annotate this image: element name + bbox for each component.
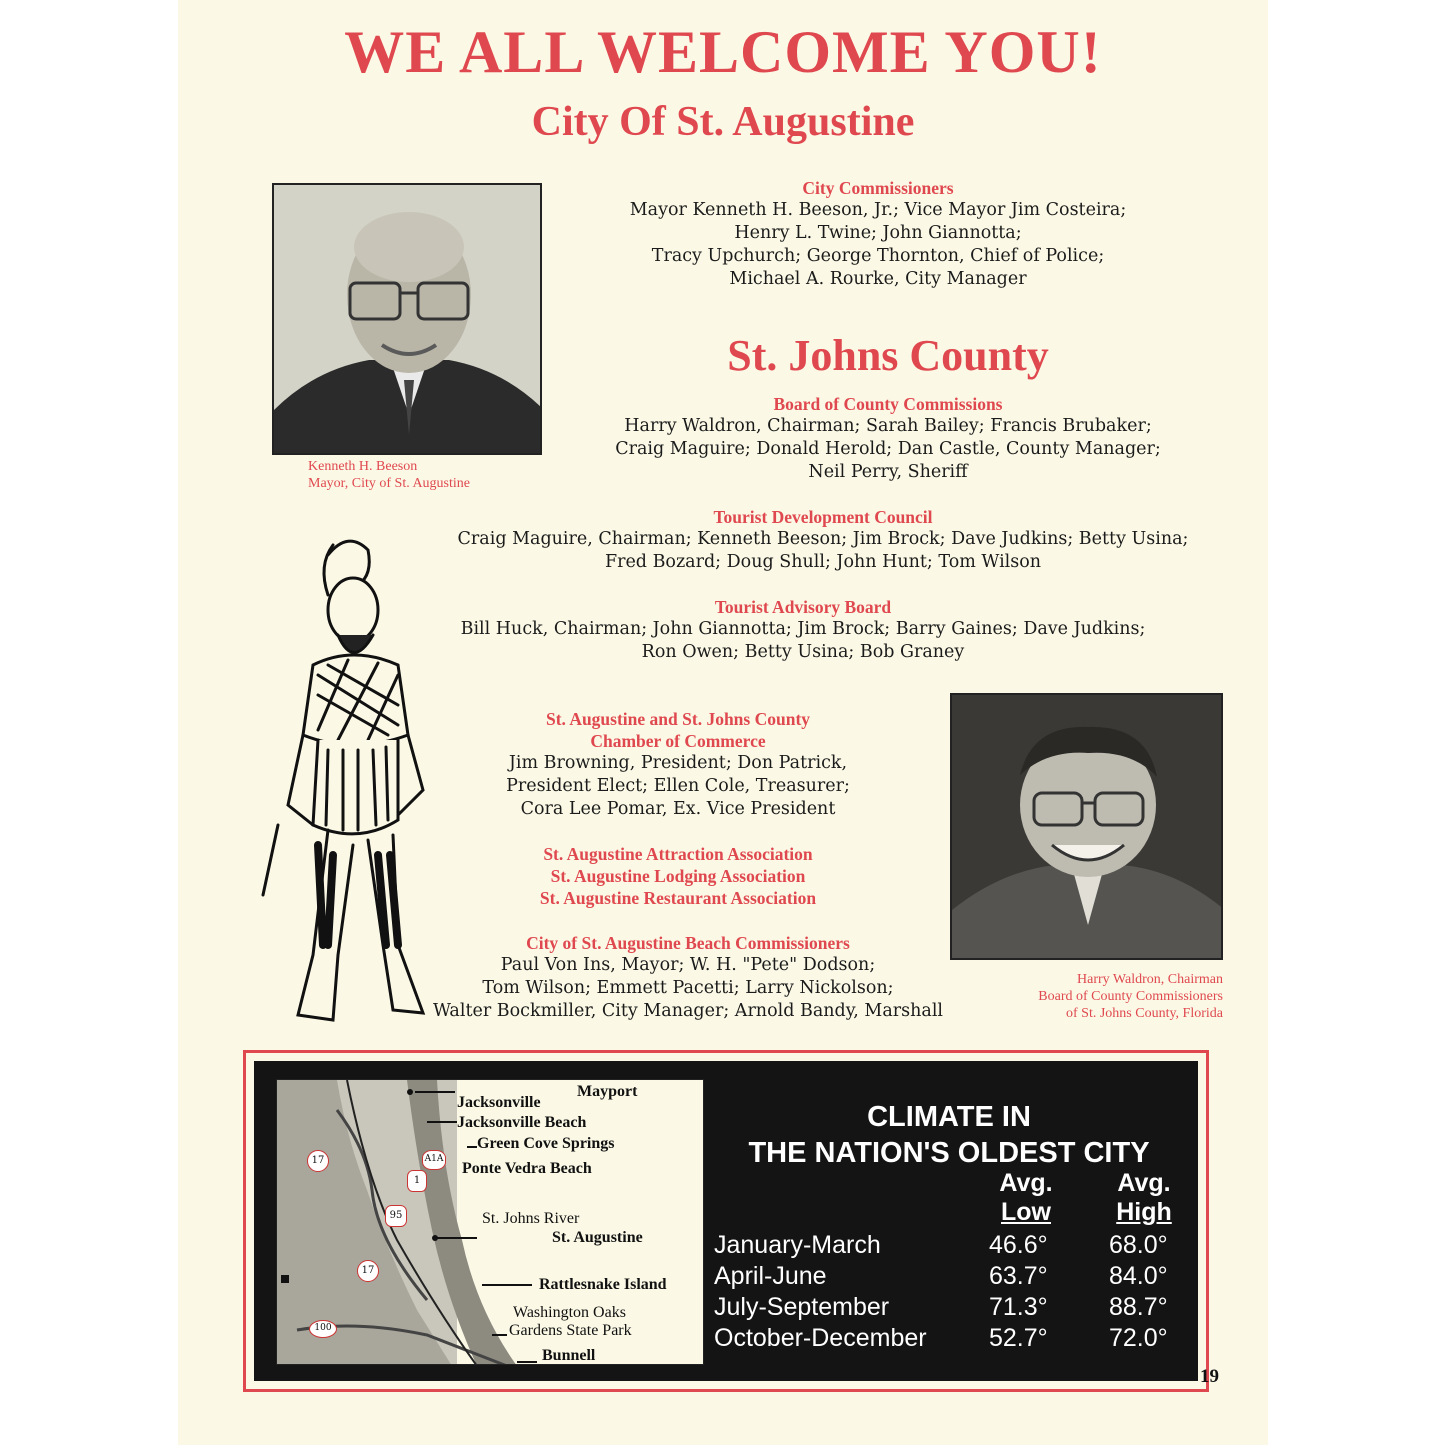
climate-low: 46.6° [989,1231,1048,1259]
page-number: 19 [1200,1366,1219,1387]
text-line: Henry L. Twine; John Giannotta; [734,223,1022,243]
caption-waldron-line: Harry Waldron, Chairman [1077,972,1223,987]
col-header-high: Avg. High [1116,1169,1172,1226]
magazine-page [178,0,1268,1445]
chamber-title-line: St. Augustine and St. Johns County [545,709,811,729]
climate-low: 71.3° [989,1293,1048,1321]
text-line: Jim Browning, President; Don Patrick, [508,753,848,773]
chamber-section [468,708,888,821]
beach-commissioners-section [398,932,978,1023]
text-line: Michael A. Rourke, City Manager [729,269,1027,289]
area-map [276,1079,704,1365]
map-label-ponte-vedra: Ponte Vedra Beach [462,1160,592,1177]
board-of-county-section [568,393,1208,484]
map-label-mayport: Mayport [577,1083,638,1100]
climate-high: 84.0° [1109,1262,1168,1290]
map-label-st-johns-river: St. Johns River [482,1210,580,1227]
map-label-washington-oaks-park: Gardens State Park [509,1322,632,1339]
text-line: Craig Maguire, Chairman; Kenneth Beeson; Jim Brock; Dave Judkins; Betty Usina; [457,529,1189,549]
tourist-council-section [418,506,1228,574]
text-line: Bill Huck, Chairman; John Giannotta; Jim Brock; Barry Gaines; Dave Judkins; [460,619,1146,639]
col-header-low: Avg. Low [999,1169,1053,1226]
route-shield-17: 17 [307,1150,329,1172]
text-line: Harry Waldron, Chairman; Sarah Bailey; Francis Brubaker; [624,416,1152,436]
climate-title [724,1099,1174,1171]
climate-low: 52.7° [989,1324,1048,1352]
city-commissioners-title: City Commissioners [802,178,954,198]
climate-period: July-September [714,1293,890,1321]
climate-period: October-December [714,1324,927,1352]
climate-low: 63.7° [989,1262,1048,1290]
text-line: Ron Owen; Betty Usina; Bob Graney [641,642,965,662]
photo-waldron [950,693,1223,960]
map-label-green-cove: Green Cove Springs [477,1135,615,1152]
caption-waldron-line: of St. Johns County, Florida [1066,1006,1223,1021]
climate-box [243,1050,1209,1392]
text-line: Walter Bockmiller, City Manager; Arnold Bandy, Marshall [432,1001,944,1021]
caption-beeson-title: Mayor, City of St. Augustine [308,476,470,491]
association-item: St. Augustine Lodging Association [550,866,806,886]
association-item: St. Augustine Restaurant Association [539,888,817,908]
climate-high: 68.0° [1109,1231,1168,1259]
text-line: Craig Maguire; Donald Herold; Dan Castle, County Manager; [615,439,1161,459]
text-line: Neil Perry, Sheriff [808,462,968,482]
caption-waldron-line: Board of County Commissioners [1038,989,1223,1004]
caption-waldron [950,971,1223,1022]
city-subheadline: City Of St. Augustine [531,99,915,145]
caption-beeson-name: Kenneth H. Beeson [308,459,418,474]
climate-period: April-June [714,1262,827,1290]
route-shield-100: 100 [309,1320,337,1338]
route-shield-a1a: A1A [422,1150,446,1170]
map-label-washington-oaks: Washington Oaks [513,1304,626,1321]
map-label-rattlesnake: Rattlesnake Island [539,1276,667,1293]
page-headline: WE ALL WELCOME YOU! [344,19,1102,85]
tourist-advisory-section [408,596,1198,664]
text-line: Tom Wilson; Emmett Pacetti; Larry Nickolson; [482,978,894,998]
climate-high: 72.0° [1109,1324,1168,1352]
route-shield-17b: 17 [357,1260,379,1282]
beach-commissioners-title: City of St. Augustine Beach Commissioners [526,933,850,953]
tourist-advisory-title: Tourist Advisory Board [714,597,892,617]
caption-beeson [308,458,568,492]
text-line: Fred Bozard; Doug Shull; John Hunt; Tom Wilson [604,552,1042,572]
city-commissioners-section [598,177,1158,291]
climate-title-line: CLIMATE IN [867,1101,1031,1133]
text-line: President Elect; Ellen Cole, Treasurer; [506,776,850,796]
text-line: Cora Lee Pomar, Ex. Vice President [520,799,836,819]
map-label-jacksonville: Jacksonville [457,1094,541,1111]
route-shield-1: 1 [407,1170,427,1192]
text-line: Mayor Kenneth H. Beeson, Jr.; Vice Mayor Jim Costeira; [629,200,1127,220]
text-line: Paul Von Ins, Mayor; W. H. "Pete" Dodson; [500,955,876,975]
route-shield-95: 95 [385,1205,407,1227]
tourist-council-title: Tourist Development Council [713,507,933,527]
chamber-title-line: Chamber of Commerce [590,731,766,751]
board-of-county-title: Board of County Commissions [773,394,1003,414]
climate-panel [254,1061,1198,1381]
map-label-st-augustine: St. Augustine [552,1229,643,1246]
climate-high: 88.7° [1109,1293,1168,1321]
associations-section [468,843,888,909]
photo-beeson [272,183,542,455]
county-heading: St. Johns County [727,331,1049,380]
climate-period: January-March [714,1231,881,1259]
association-item: St. Augustine Attraction Association [543,844,813,864]
climate-title-line: THE NATION'S OLDEST CITY [748,1137,1150,1169]
map-label-jacksonville-beach: Jacksonville Beach [457,1114,587,1131]
map-label-bunnell: Bunnell [542,1347,596,1364]
text-line: Tracy Upchurch; George Thornton, Chief of Police; [651,246,1105,266]
